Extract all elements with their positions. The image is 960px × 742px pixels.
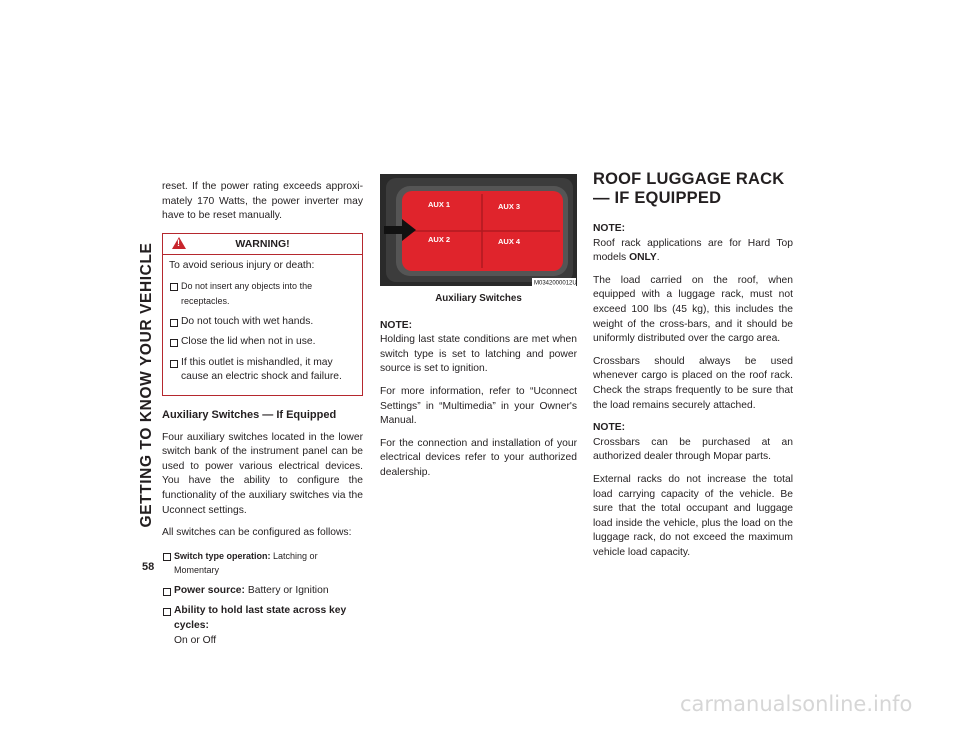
config-item bbox=[162, 549, 363, 578]
note-text: Roof rack applications are for Hard Top models bbox=[593, 237, 793, 264]
column-middle bbox=[380, 180, 577, 489]
warning-item: Do not insert any objects into the receptacles. bbox=[169, 279, 356, 308]
aux-paragraph: Four auxiliary switches located in the lower switch bank of the instrument panel can be used to power various electrical devices. You have the ability to configure the functionality of the auxiliary switches via the Uconnect settings. bbox=[162, 431, 363, 516]
note-label: NOTE: bbox=[593, 223, 626, 234]
warning-list bbox=[169, 279, 356, 385]
config-label: Ability to hold last state across key cycles: bbox=[174, 605, 347, 632]
column-right bbox=[593, 170, 793, 568]
warning-item: Do not touch with wet hands. bbox=[169, 315, 356, 330]
chapter-title: GETTING TO KNOW YOUR VEHICLE bbox=[137, 242, 155, 528]
warning-triangle-icon bbox=[172, 237, 186, 249]
warning-item: Close the lid when not in use. bbox=[169, 335, 356, 350]
aux-switches-photo bbox=[380, 174, 577, 286]
note-label: NOTE: bbox=[593, 422, 626, 434]
warning-box bbox=[162, 233, 363, 396]
config-label: Power source: bbox=[174, 584, 245, 596]
intro-paragraph: reset. If the power rating exceeds approxi-mately 170 Watts, the power inverter may have to be reset manually. bbox=[162, 181, 363, 222]
config-item bbox=[162, 604, 363, 648]
note-block bbox=[380, 319, 577, 377]
figure-code: M0342000012US bbox=[534, 280, 577, 286]
warning-title: WARNING! bbox=[235, 237, 290, 250]
aux-2-label: AUX 2 bbox=[428, 235, 451, 244]
crossbars-paragraph: Crossbars should always be used whenever cargo is placed on the roof rack. Check the straps frequently to be sure that the load remains securely attached. bbox=[593, 355, 793, 411]
note-end: . bbox=[656, 252, 660, 264]
note-text: Crossbars can be purchased at an authorized dealer through Mopar parts. bbox=[593, 436, 793, 463]
note-block bbox=[593, 222, 793, 266]
figure-caption: Auxiliary Switches bbox=[435, 293, 522, 304]
dealership-paragraph: For the connection and installation of your electrical devices refer to your authorized dealership. bbox=[380, 437, 577, 478]
aux-1-label: AUX 1 bbox=[428, 200, 451, 209]
aux-switches-illustration bbox=[380, 174, 577, 286]
page-number: 58 bbox=[142, 561, 155, 573]
roof-rack-heading: ROOF LUGGAGE RACK — IF EQUIPPED bbox=[593, 170, 785, 207]
config-value: Battery or Ignition bbox=[247, 584, 329, 596]
side-chapter-tab bbox=[136, 0, 157, 598]
capacity-paragraph: External racks do not increase the total load carrying capacity of the vehicle. Be sure that the total occupant and luggage load inside the vehicle, plus the load on the luggage rack, do not exceed the maximum vehicle load capacity. bbox=[593, 473, 793, 558]
aux-4-label: AUX 4 bbox=[498, 237, 521, 246]
warning-header bbox=[163, 234, 362, 255]
uconnect-paragraph: For more information, refer to “Uconnect Settings” in “Multimedia” in your Owner's Manual. bbox=[380, 385, 577, 427]
warning-lead: To avoid serious injury or death: bbox=[169, 259, 315, 271]
load-paragraph: The load carried on the roof, when equipped with a luggage rack, must not exceed 100 lbs (45 kg), this includes the weight of the cross-bars, and it should be uniformly distributed over the cargo area. bbox=[593, 274, 793, 345]
warning-item: If this outlet is mishandled, it may cause an electric shock and failure. bbox=[169, 356, 356, 385]
note-label: NOTE: bbox=[380, 319, 413, 331]
note-emphasis: ONLY bbox=[629, 252, 657, 264]
aux-3-label: AUX 3 bbox=[498, 202, 521, 211]
config-intro: All switches can be configured as follows: bbox=[162, 527, 352, 539]
column-left bbox=[162, 180, 363, 654]
note-text: Holding last state conditions are met when switch type is set to latching and power source is set to ignition. bbox=[380, 334, 577, 375]
config-value: On or Off bbox=[174, 634, 217, 646]
watermark: carmanualsonline.info bbox=[680, 692, 913, 716]
warning-body bbox=[163, 255, 362, 385]
config-list bbox=[162, 549, 363, 649]
config-item bbox=[162, 584, 363, 599]
aux-switches-heading: Auxiliary Switches — If Equipped bbox=[162, 408, 337, 421]
config-value: Latching or Momentary bbox=[174, 550, 318, 576]
config-label: Switch type operation: bbox=[174, 550, 271, 561]
note-block bbox=[593, 421, 793, 465]
